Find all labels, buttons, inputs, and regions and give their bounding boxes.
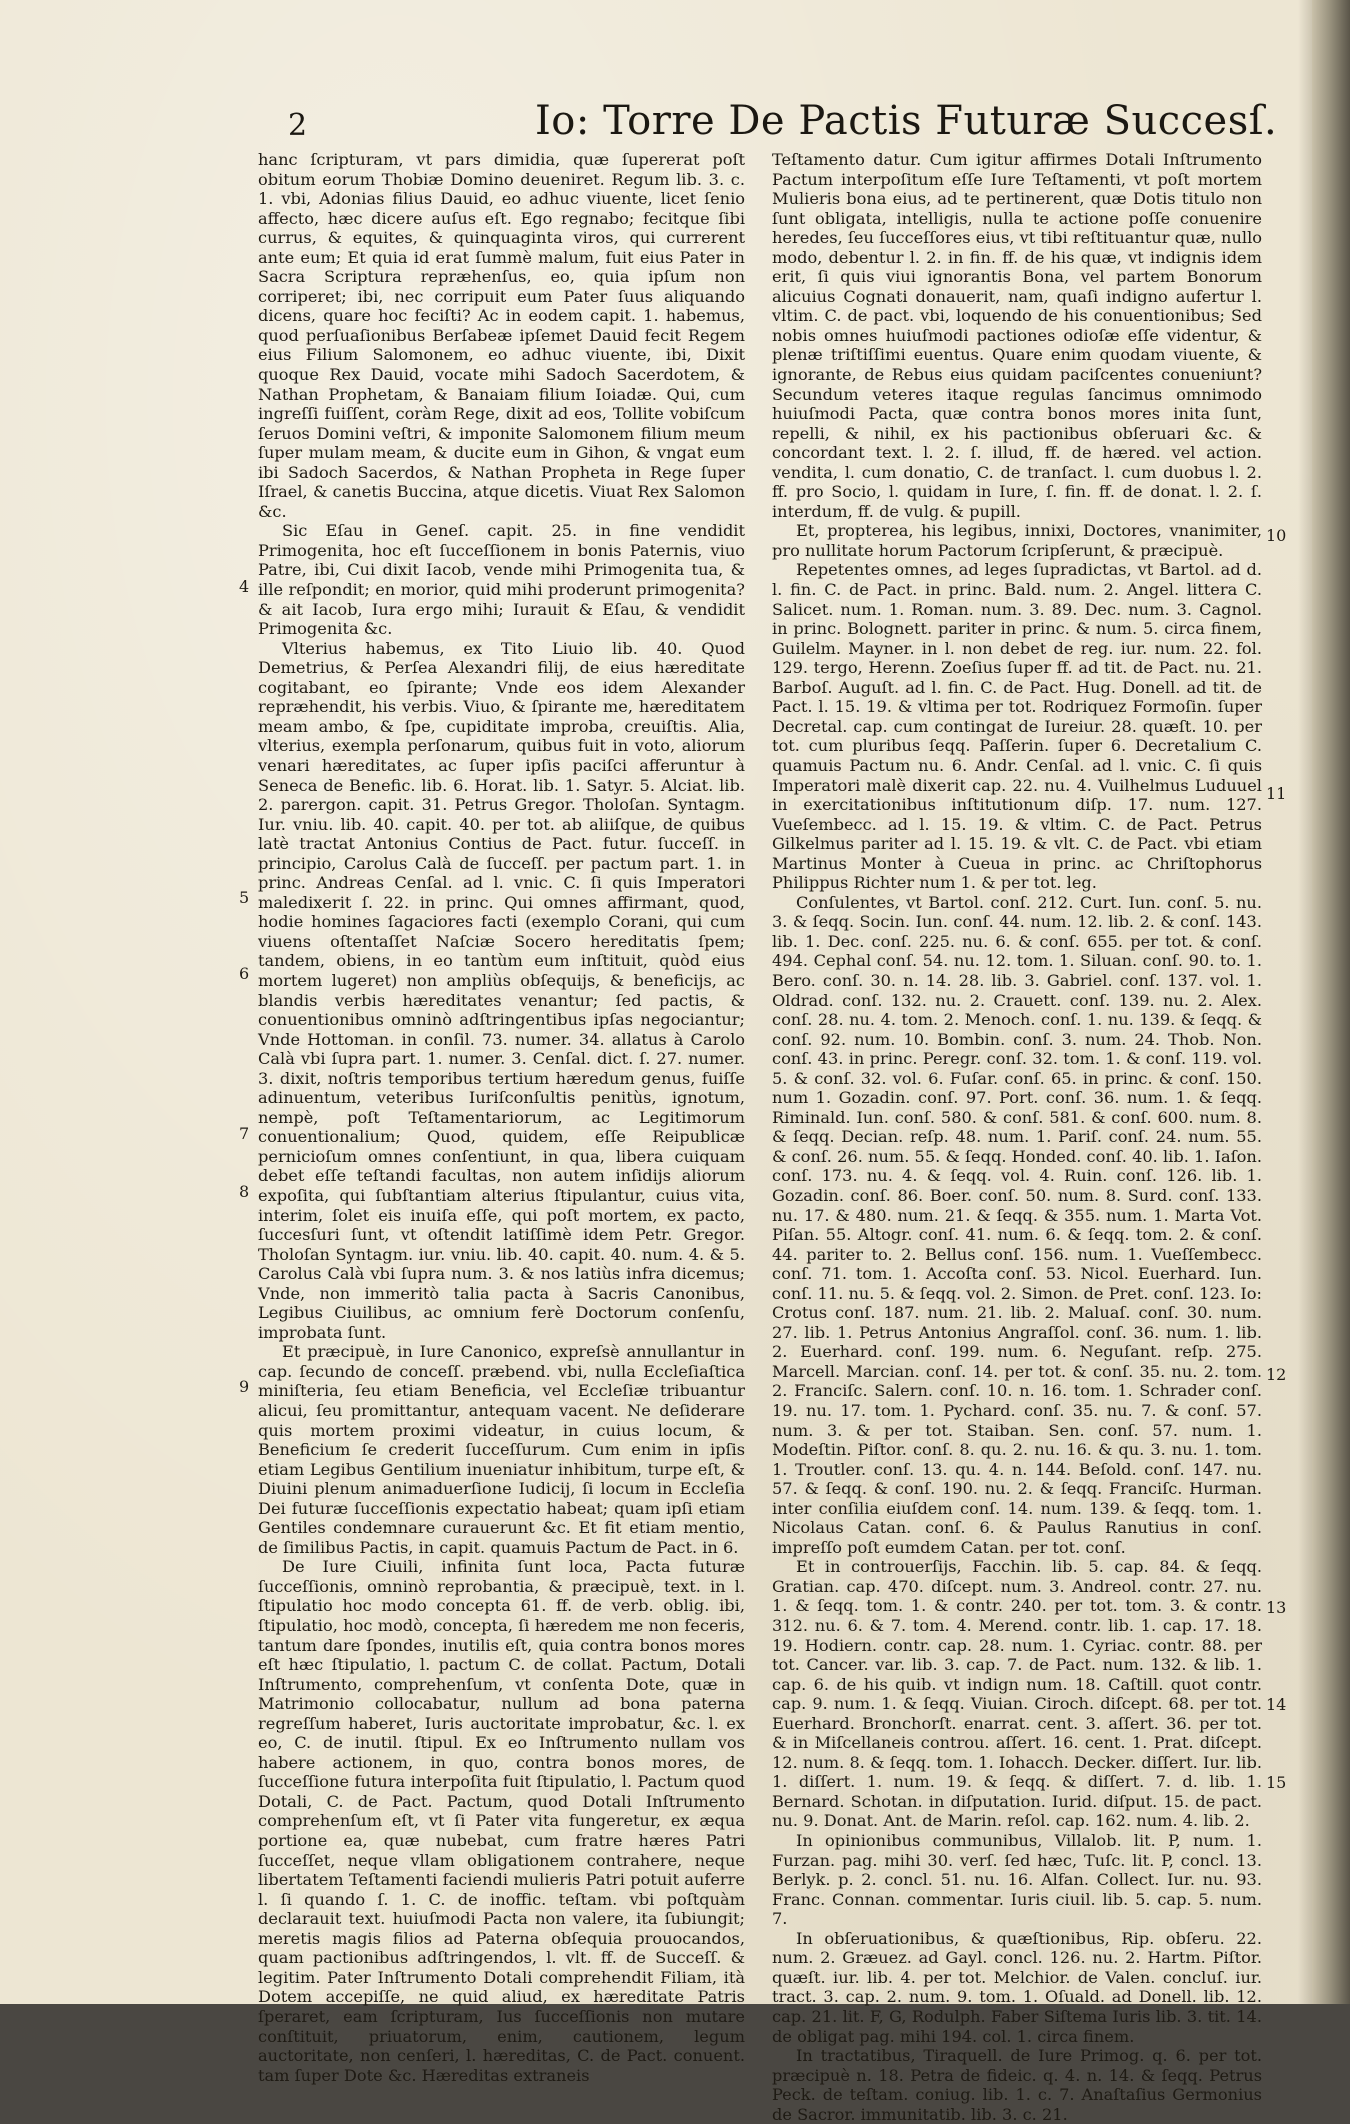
paragraph: Vlterius habemus, ex Tito Liuio lib. 40. Quod Demetrius, & Perſea Alexandri filij, de eius hæreditate cogitabant, eo ſpirante; Vnde eos idem Alexander repræhendit, his verbis. Viuo, & ſpirante me, hæreditatem meam ambo, & ſpe, cupiditate improba, creuiſtis. Alia, vlterius, exempla perſonarum, quibus fuit in voto, aliorum venari hæreditates, ac ſuper ipſis paciſci afferuntur à Seneca de Benefic. lib. 6. Horat. lib. 1. Satyr. 5. Alciat. lib. 2. parergon. capit. 31. Petrus Gregor. Tholoſan. Syntagm. Iur. vniu. lib. 40. capit. 40. per tot. ab aliiſque, de quibus latè tractat Antonius Contius de Pact. futur. ſucceſſ. in principio, Carolus Calà de ſucceſſ. per pactum part. 1. in princ. Andreas Cenſal. ad l. vnic. C. ſi quis Imperatori maledixerit ſ. 22. in princ. Qui omnes affirmant, quod, hodie homines ſagaciores facti (exemplo Corani, qui cum viuens oſtentaſſet Naſciæ Socero hereditatis ſpem; tandem, obiens, in eo tantùm eum inſtituit, quòd eius mortem lugeret) non ampliùs obſequijs, & beneficijs, ac blandis verbis hæreditates venantur; ſed pactis, & conuentionibus omninò adſtringentibus ipſas negociantur; Vnde Hottoman. in conſil. 73. numer. 34. allatus à Carolo Calà vbi ſupra part. 1. numer. 3. Cenſal. dict. ſ. 27. numer. 3. dixit, noſtris temporibus tertium hæredum genus, fuiſſe adinuentum, veteribus Iuriſconſultis penitùs, ignotum, nempè, poſt Teſtamentariorum, ac Legitimorum conuentionalium; Quod, quidem, eſſe Reipublicæ pernicioſum omnes conſentiunt, in qua, libera cuiquam debet eſſe teſtandi facultas, non autem inſidijs aliorum expoſita, qui ſubſtantiam alterius ſtipulantur, cuius vita, interim, ſolet eis inuiſa eſſe, qui poſt mortem, ex pacto, ſuccesſuri ſunt, vt oſtendit latiſſimè idem Petr. Gregor. Tholoſan Syntagm. iur. vniu. lib. 40. capit. 40. num. 4. & 5. Carolus Calà vbi ſupra num. 3. & nos latiùs infra dicemus; Vnde, non immeritò talia pacta à Sacris Canonibus, Legibus Ciuilibus, ac omnium ferè Doctorum conſenſu, improbata ſunt. xyxy=(258,638,745,1342)
paragraph: Et, propterea, his legibus, innixi, Doctores, vnanimiter, pro nullitate horum Pactorum ſcripſerunt, & præcipuè. xyxy=(772,521,1262,560)
margin-note-number: 13 xyxy=(1266,1598,1287,1617)
margin-note-number: 4 xyxy=(239,577,250,596)
page-edge-shadow xyxy=(1298,0,1312,2004)
right-column xyxy=(772,150,1262,2124)
margin-note-number: 5 xyxy=(239,888,250,907)
paragraph: De Iure Ciuili, infinita ſunt loca, Pacta futuræ ſucceſſionis, omninò reprobantia, & præcipuè, text. in l. ſtipulatio hoc modo concepta 61. ff. de verb. oblig. ibi, ſtipulatio, hoc modò, concepta, ſi hæredem me non feceris, tantum dare ſpondes, inutilis eſt, quia contra bonos mores eſt hæc ſtipulatio, l. pactum C. de collat. Pactum, Dotali Inſtrumento, comprehenſum, vt conſenta Dote, quæ in Matrimonio collocabatur, nullum ad bona paterna regreſſum haberet, Iuris auctoritate improbatur, &c. l. ex eo, C. de inutil. ſtipul. Ex eo Inſtrumento nullam vos habere actionem, in quo, contra bonos mores, de ſucceſſione futura interpoſita fuit ſtipulatio, l. Pactum quod Dotali, C. de Pact. Pactum, quod Dotali Inſtrumento comprehenſum eſt, vt ſi Pater vita fungeretur, ex æqua portione ea, quæ nubebat, cum fratre hæres Patri ſucceſſet, neque vllam obligationem contrahere, neque libertatem Teſtamenti faciendi mulieris Patri potuit auferre l. ſi quando ſ. 1. C. de inoffic. teſtam. vbi poſtquàm declarauit text. huiuſmodi Pacta non valere, ita ſubiungit; meretis magis filios ad Paterna obſequia prouocandos, quam pactionibus adſtringendos, l. vlt. ff. de Succeſſ. & legitim. Pater Inſtrumento Dotali comprehendit Filiam, ità Dotem accepiſſe, ne quid aliud, ex hæreditate Patris ſperaret, eam ſcripturam, Ius ſucceſſionis non mutare conſtituit, priuatorum, enim, cautionem, legum auctoritate, non cenſeri, l. hæreditas, C. de Pact. conuent. tam ſuper Dote &c. Hæreditas extraneis xyxy=(258,1557,745,2085)
margin-note-number: 14 xyxy=(1266,1695,1287,1714)
paragraph: hanc ſcripturam, vt pars dimidia, quæ ſupererat poſt obitum eorum Thobiæ Domino deueniret. Regum lib. 3. c. 1. vbi, Adonias filius Dauid, eo adhuc viuente, licet ſenio affecto, hæc dicere auſus eſt. Ego regnabo; fecitque ſibi currus, & equites, & quinquaginta viros, qui currerent ante eum; Et quia id erat ſummè malum, fuit eius Pater in Sacra Scriptura repræhenſus, eo, quia ipſum non corriperet; ibi, nec corripuit eum Pater ſuus aliquando dicens, quare hoc feciſti? Ac in eodem capit. 1. habemus, quod perſuaſionibus Berſabeæ ipſemet Dauid fecit Regem eius Filium Salomonem, eo adhuc viuente, ibi, Dixit quoque Rex Dauid, vocate mihi Sadoch Sacerdotem, & Nathan Prophetam, & Banaiam filium Ioiadæ. Qui, cum ingreſſi fuiſſent, coràm Rege, dixit ad eos, Tollite vobiſcum ſeruos Domini veſtri, & imponite Salomonem filium meum ſuper mulam meam, & ducite eum in Gihon, & vngat eum ibi Sadoch Sacerdos, & Nathan Propheta in Rege ſuper Iſrael, & canetis Buccina, atque dicetis. Viuat Rex Salomon &c. xyxy=(258,150,745,521)
margin-note-number: 10 xyxy=(1266,526,1287,545)
paragraph: In opinionibus communibus, Villalob. lit. P, num. 1. Furzan. pag. mihi 30. verſ. ſed hæc, Tuſc. lit. P, concl. 13. Berlyk. p. 2. concl. 51. nu. 16. Alfan. Collect. Iur. nu. 93. Franc. Connan. commentar. Iuris ciuil. lib. 5. cap. 5. num. 7. xyxy=(772,1831,1262,1929)
paragraph: Conſulentes, vt Bartol. conſ. 212. Curt. Iun. conſ. 5. nu. 3. & ſeqq. Socin. Iun. conſ. 44. num. 12. lib. 2. & conſ. 143. lib. 1. Dec. conſ. 225. nu. 6. & conſ. 655. per tot. & conſ. 494. Cephal conſ. 54. nu. 12. tom. 1. Siluan. conſ. 90. to. 1. Bero. conſ. 30. n. 14. 28. lib. 3. Gabriel. conſ. 137. vol. 1. Oldrad. conſ. 132. nu. 2. Crauett. conſ. 139. nu. 2. Alex. conſ. 28. nu. 4. tom. 2. Menoch. conſ. 1. nu. 139. & ſeqq. & conſ. 92. num. 10. Bombin. conſ. 3. num. 24. Thob. Non. conſ. 43. in princ. Peregr. conſ. 32. tom. 1. & conſ. 119. vol. 5. & conſ. 32. vol. 6. Fuſar. conſ. 65. in princ. & conſ. 150. num 1. Gozadin. conſ. 97. Port. conſ. 36. num. 1. & ſeqq. Riminald. Iun. conſ. 580. & conſ. 581. & conſ. 600. num. 8. & ſeqq. Decian. reſp. 48. num. 1. Pariſ. conſ. 24. num. 55. & conſ. 26. num. 55. & ſeqq. Honded. conſ. 40. lib. 1. Iaſon. conſ. 173. nu. 4. & ſeqq. vol. 4. Ruin. conſ. 126. lib. 1. Gozadin. conſ. 86. Boer. conſ. 50. num. 8. Surd. conſ. 133. nu. 17. & 480. num. 21. & ſeqq. & 355. num. 1. Marta Vot. Piſan. 55. Altogr. conſ. 41. num. 6. & ſeqq. tom. 2. & conſ. 44. pariter to. 2. Bellus conſ. 156. num. 1. Vueſſembecc. conſ. 71. tom. 1. Accoſta conſ. 53. Nicol. Euerhard. Iun. conſ. 11. nu. 5. & ſeqq. vol. 2. Simon. de Pret. conſ. 123. Io: Crotus conſ. 187. num. 21. lib. 2. Maluaſ. conſ. 30. num. 27. lib. 1. Petrus Antonius Angraſſol. conſ. 36. num. 1. lib. 2. Euerhard. conſ. 199. num. 6. Neguſant. reſp. 275. Marcell. Marcian. conſ. 14. per tot. & conſ. 35. nu. 2. tom. 2. Franciſc. Salern. conſ. 10. n. 16. tom. 1. Schrader conſ. 19. nu. 17. tom. 1. Pychard. conſ. 35. nu. 7. & conſ. 57. num. 3. & per tot. Staiban. Sen. conſ. 57. num. 1. Modeſtin. Piſtor. conſ. 8. qu. 2. nu. 16. & qu. 3. nu. 1. tom. 1. Troutler. conſ. 13. qu. 4. n. 144. Beſold. conſ. 147. nu. 57. & ſeqq. & conſ. 190. nu. 2. & ſeqq. Franciſc. Hurman. inter conſilia eiuſdem conſ. 14. num. 139. & ſeqq. tom. 1. Nicolaus Catan. conſ. 6. & Paulus Ranutius in conſ. impreſſo poſt eumdem Catan. per tot. conſ. xyxy=(772,892,1262,1557)
paragraph: Et in controuerſijs, Facchin. lib. 5. cap. 84. & ſeqq. Gratian. cap. 470. diſcept. num. 3. Andreol. contr. 27. nu. 1. & ſeqq. tom. 1. & contr. 240. per tot. tom. 3. & contr. 312. nu. 6. & 7. tom. 4. Merend. contr. lib. 1. cap. 17. 18. 19. Hodiern. contr. cap. 28. num. 1. Cyriac. contr. 88. per tot. Cancer. var. lib. 3. cap. 7. de Pact. num. 132. & lib. 1. cap. 6. de his quib. vt indign num. 18. Caſtill. quot contr. cap. 9. num. 1. & ſeqq. Viuian. Ciroch. diſcept. 68. per tot. Euerhard. Bronchorſt. enarrat. cent. 3. aſſert. 36. per tot. & in Miſcellaneis controu. aſſert. 16. cent. 1. Prat. diſcept. 12. num. 8. & ſeqq. tom. 1. Iohacch. Decker. diſſert. Iur. lib. 1. diſſert. 1. num. 19. & ſeqq. & diſſert. 7. d. lib. 1. Bernard. Schotan. in diſputation. Iurid. diſput. 15. de pact. nu. 9. Donat. Ant. de Marin. reſol. cap. 162. num. 4. lib. 2. xyxy=(772,1557,1262,1831)
left-column xyxy=(258,150,745,2085)
book-gutter xyxy=(1312,0,1350,2004)
margin-note-number: 9 xyxy=(239,1377,250,1396)
margin-note-number: 15 xyxy=(1266,1773,1287,1792)
paragraph: In tractatibus, Tiraquell. de Iure Primog. q. 6. per tot. præcipuè n. 18. Petra de fideic. q. 4. n. 14. & ſeqq. Petrus Peck. de teſtam. coniug. lib. 1. c. 7. Anaſtaſius Germonius de Sacror. immunitatib. lib. 3. c. 21. xyxy=(772,2046,1262,2124)
paragraph: Et præcipuè, in Iure Canonico, expreſsè annullantur in cap. ſecundo de conceſſ. præbend. vbi, nulla Eccleſiaſtica miniſteria, ſeu etiam Beneficia, vel Eccleſiæ tribuantur alicui, ſeu promittantur, antequam vacent. Ne deſiderare quis mortem proximi videatur, in cuius locum, & Beneficium ſe crederit ſucceſſurum. Cum enim in ipſis etiam Legibus Gentilium inueniatur inhibitum, turpe eſt, & Diuini plenum animaduerſione Iudicij, ſi locum in Eccleſia Dei futuræ ſucceſſionis expectatio habeat; quam ipſi etiam Gentiles condemnare curauerunt &c. Et fit etiam mentio, de ſimilibus Pactis, in capit. quamuis Pactum de Pact. in 6. xyxy=(258,1342,745,1557)
margin-note-number: 11 xyxy=(1266,784,1287,803)
margin-note-number: 8 xyxy=(239,1182,250,1201)
margin-note-number: 12 xyxy=(1266,1365,1287,1384)
page-number: 2 xyxy=(288,108,308,143)
paragraph: Sic Eſau in Geneſ. capit. 25. in fine vendidit Primogenita, hoc eſt ſucceſſionem in bonis Paternis, viuo Patre, ibi, Cui dixit Iacob, vende mihi Primogenita tua, & ille reſpondit; en morior, quid mihi proderunt primogenita? & ait Iacob, Iura ergo mihi; Iurauit & Eſau, & vendidit Primogenita &c. xyxy=(258,521,745,639)
paragraph: Repetentes omnes, ad leges ſupradictas, vt Bartol. ad d. l. fin. C. de Pact. in princ. Bald. num. 2. Angel. littera C. Salicet. num. 1. Roman. num. 3. 89. Dec. num. 3. Cagnol. in princ. Bolognett. pariter in princ. & num. 5. circa finem, Guilelm. Mayner. in l. non debet de reg. iur. num. 22. fol. 129. tergo, Herenn. Zoeſius ſuper ff. ad tit. de Pact. nu. 21. Barboſ. Auguſt. ad l. fin. C. de Pact. Hug. Donell. ad tit. de Pact. l. 15. 19. & vltima per tot. Rodriquez Formoſin. ſuper Decretal. cap. cum contingat de Iureiur. 28. quæſt. 10. per tot. cum pluribus ſeqq. Paſſerin. ſuper 6. Decretalium C. quamuis Pactum nu. 6. Andr. Cenſal. ad l. vnic. C. ſi quis Imperatori malè dixerit cap. 22. nu. 4. Vuilhelmus Luduuel in exercitationibus inſtitutionum diſp. 17. num. 127. Vueſembecc. ad l. 15. 19. & vltim. C. de Pact. Petrus Gilkelmus pariter ad l. 15. 19. & vlt. C. de Pact. vbi etiam Martinus Monter à Cueua in princ. ac Chriſtophorus Philippus Richter num 1. & per tot. leg. xyxy=(772,560,1262,893)
paragraph: Teſtamento datur. Cum igitur affirmes Dotali Inſtrumento Pactum interpoſitum eſſe Iure Teſtamenti, vt poſt mortem Mulieris bona eius, ad te pertinerent, quæ Dotis titulo non ſunt obligata, intelligis, nulla te actione poſſe conuenire heredes, ſeu ſucceſſores eius, vt tibi reſtituantur quæ, nullo modo, debentur l. 2. in fin. ff. de his quæ, vt indignis idem erit, ſi quis viui ignorantis Bona, vel partem Bonorum alicuius Cognati donauerit, nam, quaſi indigno aufertur l. vltim. C. de pact. vbi, loquendo de his conuentionibus; Sed nobis omnes huiuſmodi pactiones odioſæ eſſe videntur, & plenæ triſtiſſimi euentus. Quare enim quodam viuente, & ignorante, de Rebus eius quidam paciſcentes conueniunt? Secundum veteres itaque regulas ſancimus omnimodo huiuſmodi Pacta, quæ contra bonos mores inita ſunt, repelli, & nihil, ex his pactionibus obſeruari &c. & concordant text. l. 2. ſ. illud, ff. de hæred. vel action. vendita, l. cum donatio, C. de tranſact. l. cum duobus l. 2. ff. pro Socio, l. quidam in Iure, ſ. fin. ff. de donat. l. 2. ſ. interdum, ff. de vulg. & pupill. xyxy=(772,150,1262,521)
running-title: Io: Torre De Pactis Futuræ Succesſ. xyxy=(535,98,1278,144)
margin-note-number: 6 xyxy=(239,964,250,983)
margin-note-number: 7 xyxy=(239,1124,250,1143)
paragraph: In obſeruationibus, & quæſtionibus, Rip. obſeru. 22. num. 2. Græuez. ad Gayl. concl. 126. nu. 2. Hartm. Piſtor. quæſt. iur. lib. 4. per tot. Melchior. de Valen. concluſ. iur. tract. 3. cap. 2. num. 9. tom. 1. Oſuald. ad Donell. lib. 12. cap. 21. lit. F, G, Rodulph. Faber Siſtema Iuris lib. 3. tit. 14. de obligat pag. mihi 194. col. 1. circa finem. xyxy=(772,1928,1262,2046)
